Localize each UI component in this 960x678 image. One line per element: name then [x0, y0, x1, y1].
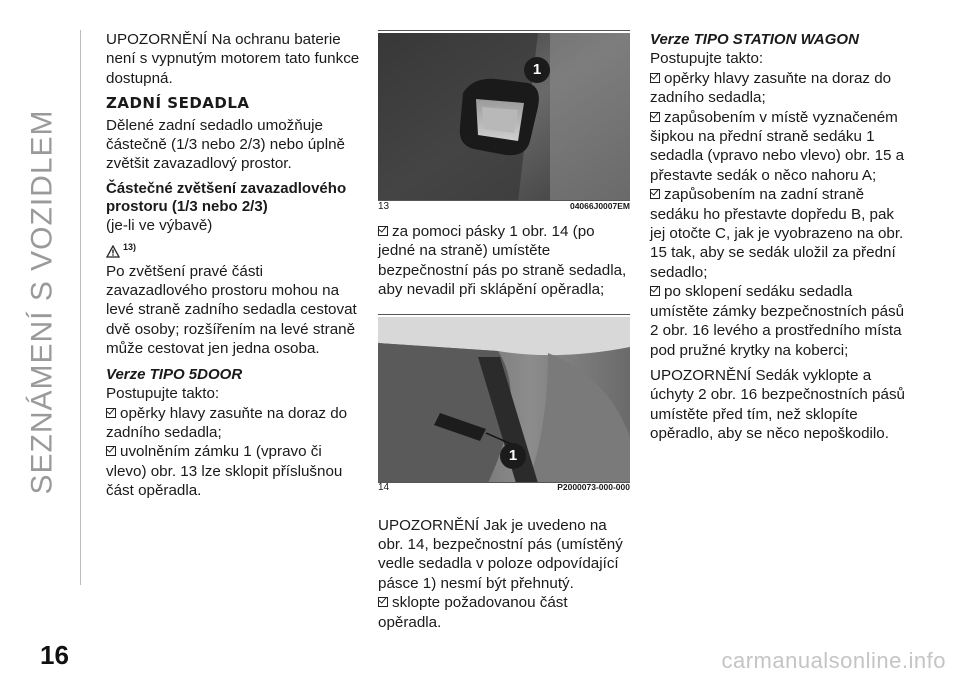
section-side-title-text: SEZNÁMENÍ S VOZIDLEM: [26, 109, 59, 495]
optional-equipment-note: (je-li ve výbavě): [106, 216, 213, 234]
list-item: sklopte požadovanou část opěradla.: [378, 594, 568, 631]
column-1: [106, 30, 362, 501]
callout-badge: 1: [500, 443, 526, 469]
section-heading: ZADNÍ SEDADLA: [106, 94, 250, 113]
list-item: uvolněním zámku 1 (vpravo či vlevo) obr. 13 lze sklopit příslušnou část opěradla.: [106, 443, 343, 500]
checkbox-bullet-icon: [650, 189, 660, 199]
figure-13: [378, 30, 630, 216]
checkbox-bullet-icon: [106, 446, 116, 456]
version-heading-5door: Verze TIPO 5DOOR: [106, 365, 243, 383]
checkbox-bullet-icon: [378, 597, 388, 607]
watermark: carmanualsonline.info: [721, 648, 946, 673]
column-3: [650, 30, 912, 450]
seat-note: UPOZORNĚNÍ Sedák vyklopte a úchyty 2 obr. 16 bezpečnostních pásů umístěte před tím, než sklopíte opěradlo, aby se něco nepoškodilo.: [650, 366, 905, 443]
warning-reference-number: 13): [123, 242, 137, 253]
side-divider: [80, 30, 81, 585]
warning-reference: [106, 238, 362, 257]
subsection-heading: Částečné zvětšení zavazadlového prostoru (1/3 nebo 2/3): [106, 179, 347, 215]
checkbox-bullet-icon: [378, 226, 388, 236]
figure-number: 14: [378, 482, 390, 494]
figure-number: 13: [378, 200, 390, 212]
battery-note: UPOZORNĚNÍ Na ochranu baterie není s vypnutým motorem tato funkce dostupná.: [106, 31, 360, 87]
checkbox-bullet-icon: [650, 112, 660, 122]
list-item: za pomoci pásky 1 obr. 14 (po jedné na straně) umístěte bezpečnostní pás po straně sedadla, aby nevadil při sklápění opěradla;: [378, 223, 627, 299]
figure-14: [378, 314, 630, 498]
version-heading-station-wagon: Verze TIPO STATION WAGON: [650, 31, 859, 48]
seat-release-lever-image: [378, 33, 630, 201]
page-number: 16: [40, 640, 69, 670]
figure-caption: [378, 482, 630, 498]
list-item: zapůsobením v místě vyznačeném šipkou na přední straně sedáku 1 sedadla (vpravo nebo vlevo) obr. 15 a přestavte sedák o něco nahoru A;: [650, 108, 905, 184]
intro-paragraph: Dělené zadní sedadlo umožňuje částečně (1/3 nebo 2/3) nebo úplně zvětšit zavazadlový prostor.: [106, 116, 345, 173]
warning-triangle-icon: [106, 245, 120, 258]
section-side-title: [18, 22, 68, 582]
checkbox-bullet-icon: [106, 408, 116, 418]
capacity-paragraph: Po zvětšení pravé části zavazadlového prostoru mohou na levé straně zadního sedadla cestovat dvě osoby; rozšířením na levé straně může cestovat jen jedna osoba.: [106, 262, 357, 358]
list-item: po sklopení sedáku sedadla umístěte zámky bezpečnostních pásů 2 obr. 16 levého a prostředního místa pod pružné krytky na koberci;: [650, 283, 905, 359]
list-item: zapůsobením na zadní straně sedáku ho přestavte dopředu B, pak jej otočte C, jak je vyobrazeno na obr. 15 tak, aby se sedák uložil za přední sedadlo;: [650, 186, 904, 281]
seatbelt-note: UPOZORNĚNÍ Jak je uvedeno na obr. 14, bezpečnostní pás (umístěný vedle sedadla v poloze odpovídající pásce 1) nesmí být přehnutý.: [378, 516, 623, 592]
procedure-intro: Postupujte takto:: [650, 50, 764, 68]
list-item: opěrky hlavy zasuňte na doraz do zadního sedadla;: [106, 404, 348, 441]
checkbox-bullet-icon: [650, 73, 660, 83]
checkbox-bullet-icon: [650, 286, 660, 296]
figure-caption: [378, 200, 630, 216]
figure-code: 04066J0007EM: [569, 200, 630, 211]
callout-badge: 1: [524, 57, 550, 83]
procedure-intro: Postupujte takto:: [106, 385, 220, 403]
list-item: opěrky hlavy zasuňte na doraz do zadního sedadla;: [650, 69, 892, 107]
figure-code: P2000073-000-000: [557, 482, 630, 493]
column-2: [378, 30, 630, 632]
